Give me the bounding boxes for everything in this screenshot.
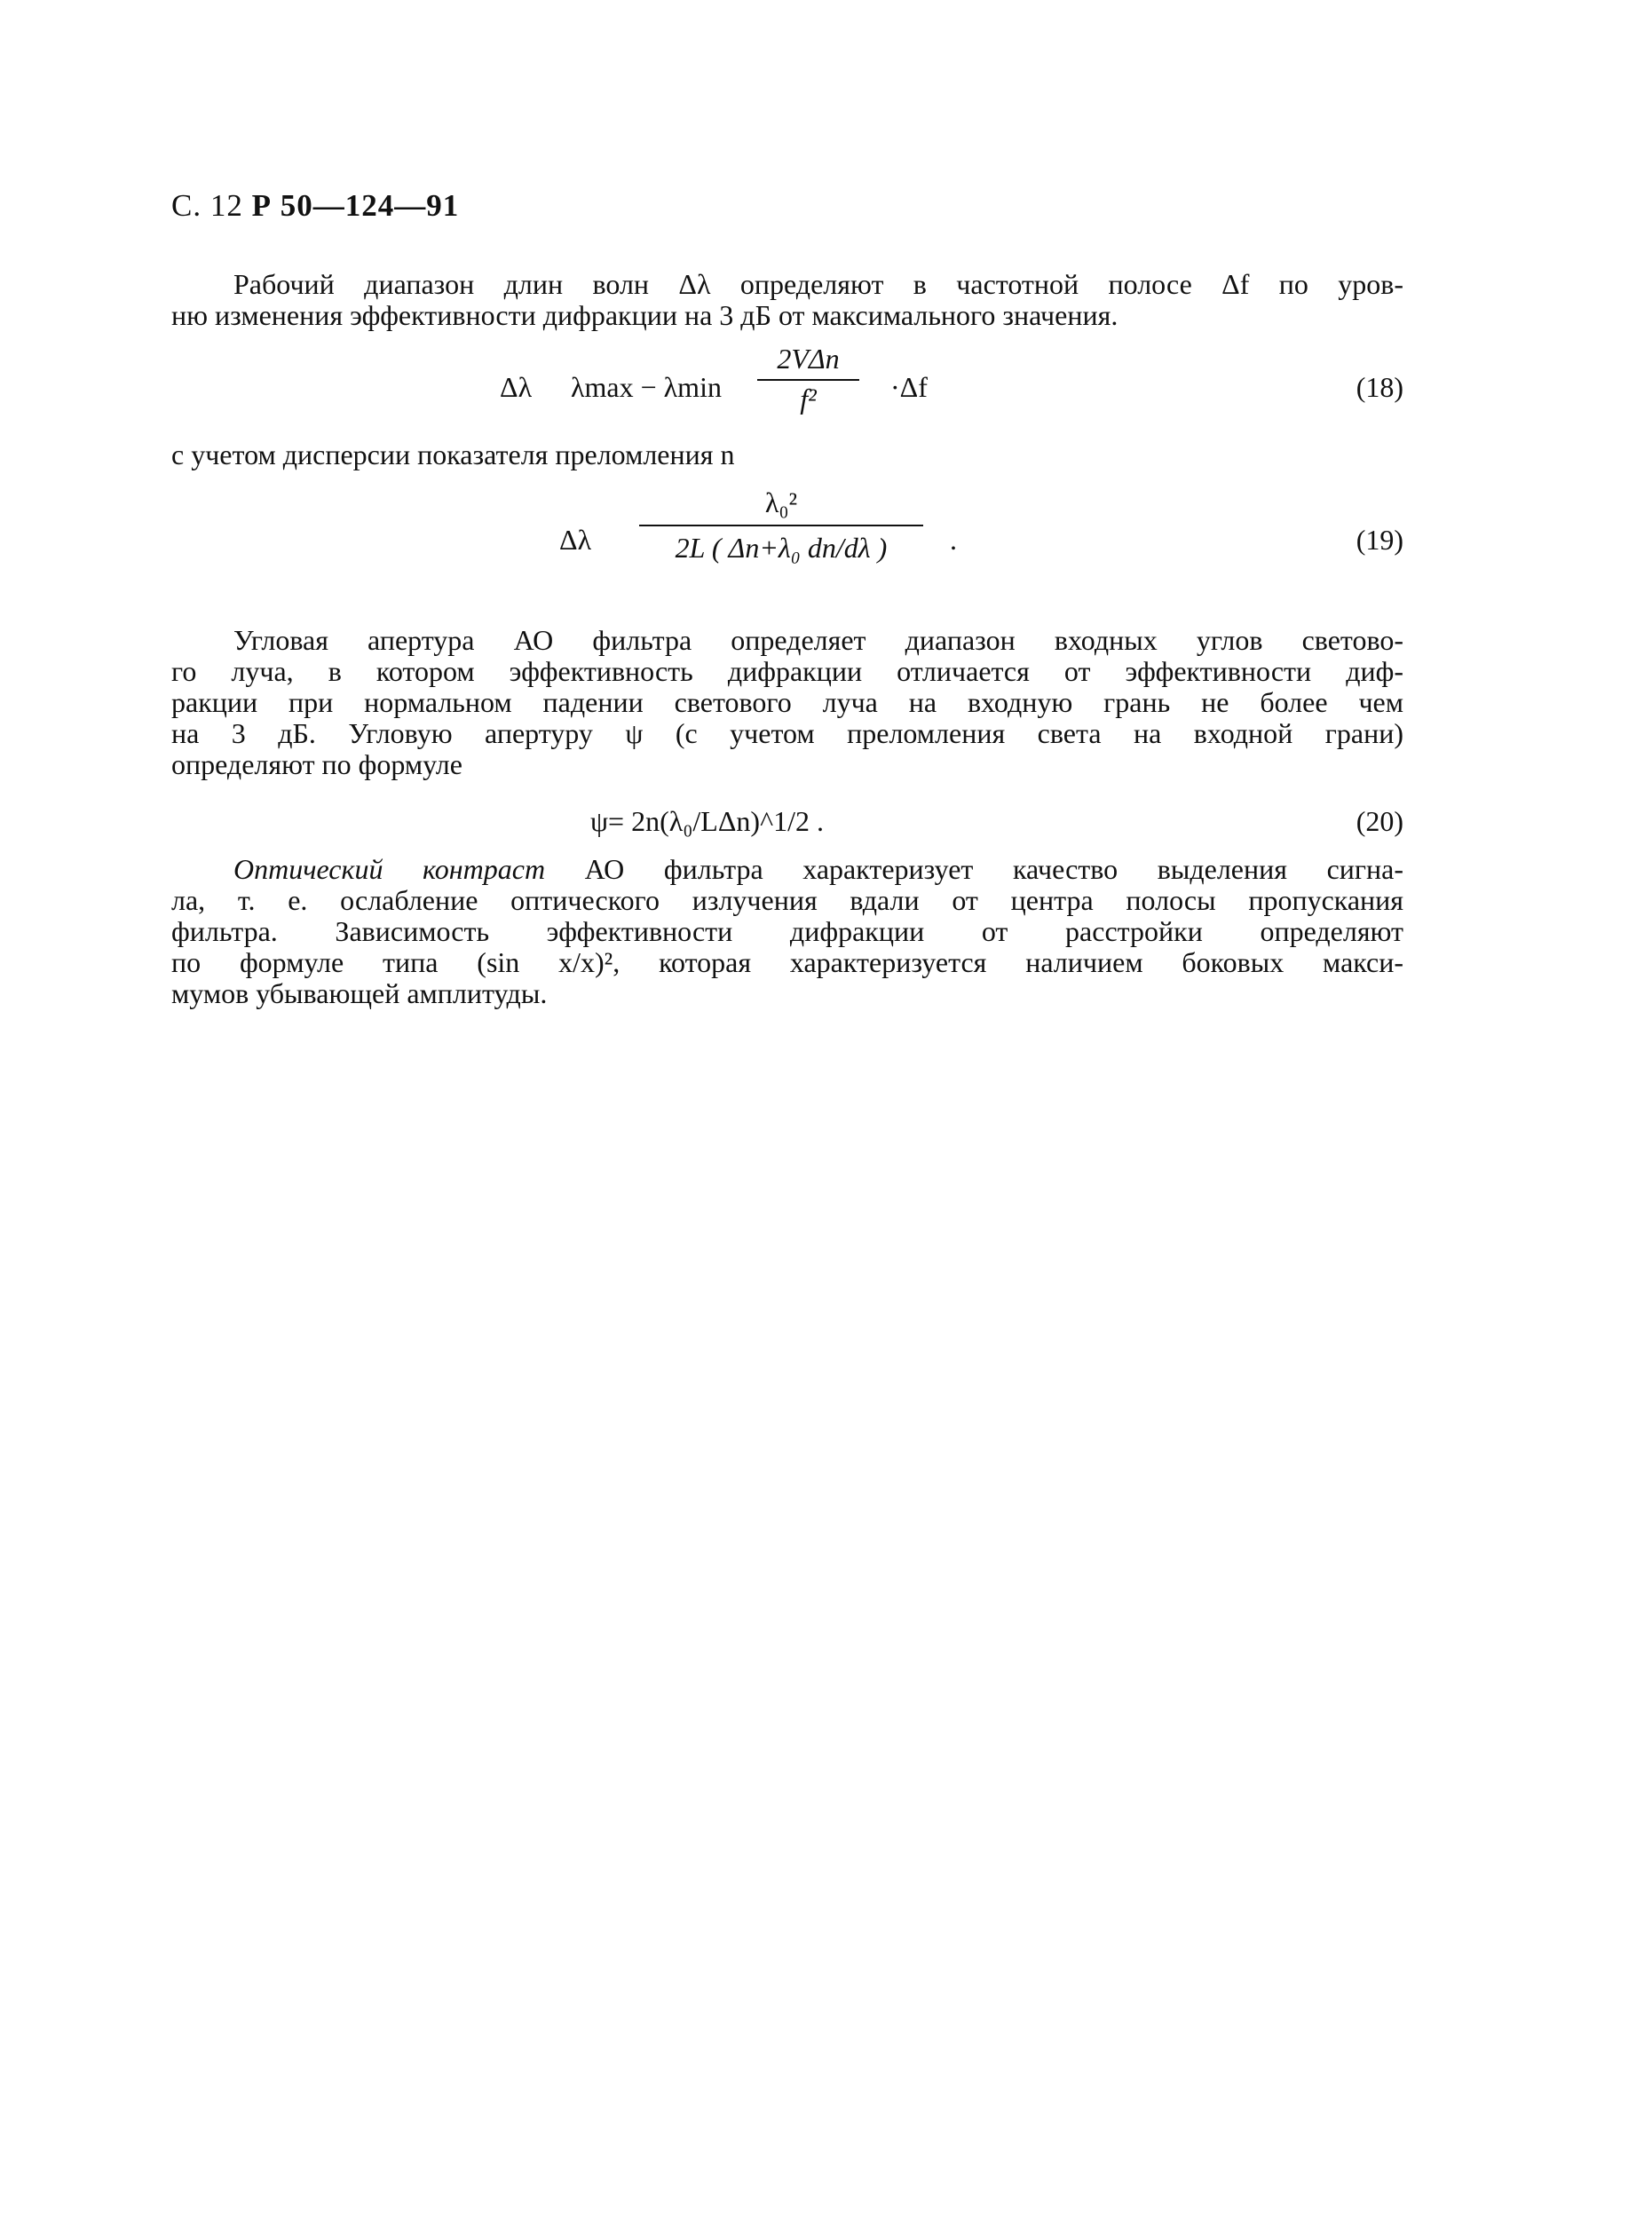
equation-number-19: (19) [1356,524,1403,556]
term-rest: АО фильтра характеризует качество выделения сигна- [545,853,1404,885]
formula-dot: . [950,524,957,556]
formula-fraction [639,486,923,565]
formula-20 [590,805,824,838]
fraction-denominator: f² [800,383,817,415]
text-line: по формуле типа (sin x/x)², которая характеризуется наличием боковых макси- [171,946,1403,978]
paragraph-working-range [171,269,1403,331]
text-line: ню изменения эффективности дифракции на 3 дБ от максимального значения. [171,299,1118,331]
formula-fraction [757,343,859,415]
text-line: определяют по формуле [171,748,462,780]
fraction-bar [757,379,859,381]
text-line: фильтра. Зависимость эффективности дифракции от расстройки определяют [171,915,1403,947]
page-number: С. 12 [171,188,243,223]
page-header [171,188,459,224]
text-line: мумов убывающей амплитуды. [171,977,548,1009]
formula-lhs: Δλ [559,524,592,556]
text-line: Угловая апертура АО фильтра определяет диапазон входных углов светово- [233,624,1403,656]
term-italic: Оптический контраст [233,853,546,885]
text-line: ла, т. е. ослабление оптического излучения вдали от центра полосы пропускания [171,884,1403,916]
standard-code: Р 50—124—91 [251,188,460,223]
formula-tail: ·Δf [890,371,928,403]
equation-number-20: (20) [1356,805,1403,837]
text-line [171,854,1403,885]
fraction-denominator: 2L ( Δn+λ₀ dn/dλ ) [675,532,888,564]
formula-expression: ψ= 2n(λ₀/LΔn)^1/2 . [590,805,824,837]
text-line: ракции при нормальном падении светового луча на входную грань не более чем [171,686,1403,718]
fraction-bar [639,525,923,526]
fraction-numerator: λ₀² [764,486,798,518]
text-line: с учетом дисперсии показателя преломления n [171,438,735,470]
fraction-numerator: 2VΔn [777,343,840,375]
text-line: Рабочий диапазон длин волн Δλ определяют в частотной полосе Δf по уров- [233,268,1403,300]
formula-lhs: Δλ [500,371,533,403]
text-line: на 3 дБ. Угловую апертуру ψ (с учетом преломления света на входной грани) [171,717,1403,749]
paragraph-dispersion [171,439,1403,470]
paragraph-angular-aperture [171,625,1403,780]
text-line: го луча, в котором эффективность дифракции отличается от эффективности диф- [171,655,1403,687]
formula-middle: λmax − λmin [571,371,722,403]
paragraph-optical-contrast [171,854,1403,1009]
equation-number-18: (18) [1356,371,1403,403]
